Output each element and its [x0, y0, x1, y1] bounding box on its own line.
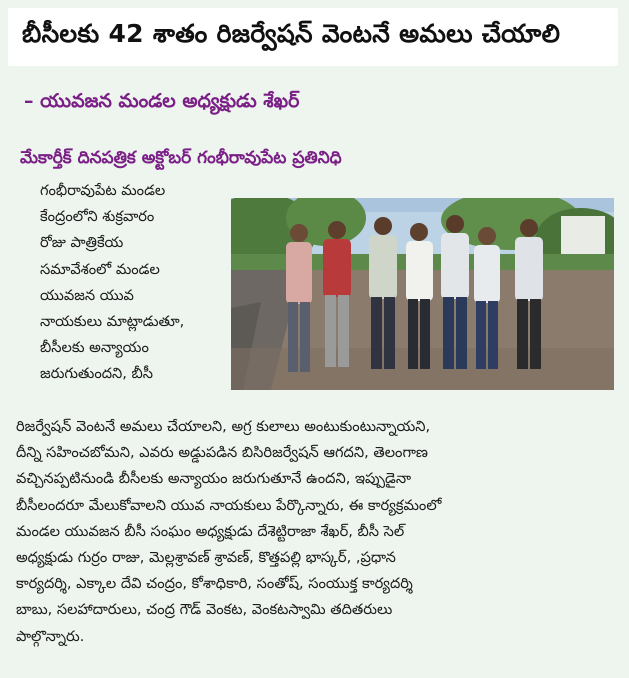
article-line: నాయకులు మాట్లాడుతూ,: [40, 313, 185, 331]
headline-box: [8, 8, 618, 66]
article-line: రోజు పాత్రికేయ: [40, 234, 124, 252]
article-line: సమావేశంలో మండల: [40, 260, 160, 278]
article-line: పాల్గొన్నారు.: [16, 627, 85, 645]
article-line: దీన్ని సహించబోమని, ఎవరు అడ్డుపడిన బిసిరిజర్వేషన్ ఆగదని, తెలంగాణ: [16, 444, 428, 462]
subheadline: – యువజన మండల అధ్యక్షుడు శేఖర్: [24, 90, 300, 112]
article-line: గంభీరావుపేట మండల: [40, 182, 166, 199]
article-narrow-column: [40, 178, 226, 388]
group-photo: [231, 198, 614, 390]
article-line: యువజన యువ: [40, 286, 134, 304]
article-line: వచ్చినప్పటినుండి బీసీలకు అన్యాయం జరుగుతూనే ఉందని, ఇప్పుడైనా: [16, 470, 411, 488]
article-line: బాబు, సలహాదారులు, చంద్ర గౌడ్ వెంకట, వెంకటస్వామి తదితరులు: [16, 601, 393, 619]
article-line: జరుగుతుందని, బీసీ: [40, 365, 154, 383]
article-line: బీసీలకు అన్యాయం: [40, 339, 149, 357]
headline: బీసీలకు 42 శాతం రిజర్వేషన్ వెంటనే అమలు చేయాలి: [22, 19, 561, 48]
group-photo-illustration: [231, 198, 614, 390]
article-line: అధ్యక్షుడు గుర్రం రాజు, మెల్లశ్రావణ్ శ్రావణ్, కొత్తపల్లి భాస్కర్, ,ప్రధాన: [16, 549, 396, 567]
photo-building: [561, 216, 605, 256]
article-line: రిజర్వేషన్ వెంటనే అమలు చేయాలని, అగ్ర కులాలు అంటుకుంటున్నాయని,: [16, 418, 431, 435]
article-line: కార్యదర్శి, ఎక్కాల దేవి చంద్రం, కోశాధికారి, సంతోష్, సంయుక్త కార్యదర్శి: [16, 575, 413, 593]
article-line: మండల యువజన బీసీ సంఘం అధ్యక్షుడు దేశెట్టిరాజా శేఖర్, బీసీ సెల్: [16, 522, 405, 540]
article-line: కేంద్రంలోని శుక్రవారం: [40, 208, 155, 226]
byline: మేకార్తీక్ దినపత్రిక అక్టోబర్ గంభీరావుపేట ప్రతినిధి: [20, 148, 342, 168]
article-full-column: [16, 414, 621, 650]
article-line: బీసీలందరూ మేలుకోవాలని యువ నాయకులు పేర్కొన్నారు, ఈ కార్యక్రమంలో: [16, 496, 442, 514]
